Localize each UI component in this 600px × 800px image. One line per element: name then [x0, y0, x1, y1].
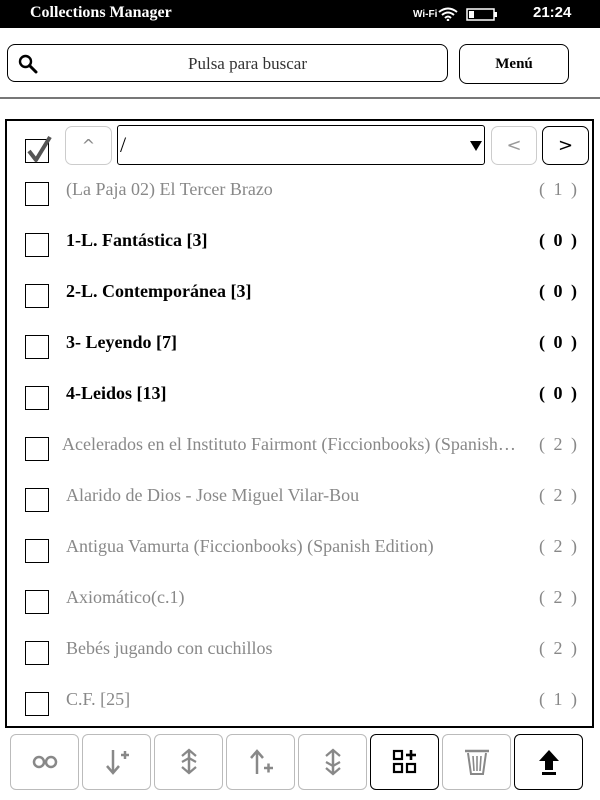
list-item[interactable]	[7, 675, 592, 726]
sort-down-button[interactable]	[154, 734, 223, 790]
search-icon	[18, 54, 38, 74]
item-checkbox[interactable]	[25, 182, 49, 206]
item-count: ( 2 )	[539, 638, 579, 658]
sort-up-add-icon	[248, 748, 274, 776]
delete-button[interactable]	[442, 734, 511, 790]
list-item[interactable]	[7, 369, 592, 420]
item-checkbox[interactable]	[25, 284, 49, 308]
item-count: ( 2 )	[539, 536, 579, 556]
upload-button[interactable]	[514, 734, 583, 790]
sort-up-add-button[interactable]	[226, 734, 295, 790]
list-item[interactable]	[7, 420, 592, 471]
list-item[interactable]	[7, 216, 592, 267]
item-name: 4-Leidos [13]	[66, 383, 167, 403]
path-dropdown[interactable]	[117, 125, 485, 165]
item-count: ( 0 )	[539, 230, 579, 250]
bottom-toolbar	[10, 734, 590, 790]
sort-down-add-button[interactable]	[82, 734, 151, 790]
item-name: Antigua Vamurta (Ficcionbooks) (Spanish Edition)	[66, 536, 434, 556]
trash-icon	[464, 748, 490, 776]
search-placeholder: Pulsa para buscar	[188, 54, 307, 73]
item-checkbox[interactable]	[25, 386, 49, 410]
list-item[interactable]	[7, 471, 592, 522]
item-count: ( 1 )	[539, 179, 579, 199]
item-checkbox[interactable]	[25, 590, 49, 614]
wifi-label: Wi-Fi	[413, 9, 438, 20]
previous-page-button[interactable]: <	[491, 126, 537, 165]
upload-icon	[538, 749, 560, 775]
item-checkbox[interactable]	[25, 692, 49, 716]
checkmark-icon	[26, 135, 52, 163]
new-collection-icon	[392, 749, 418, 775]
wifi-icon	[438, 7, 458, 21]
item-name: (La Paja 02) El Tercer Brazo	[66, 179, 273, 199]
item-name: Axiomático(c.1)	[66, 587, 185, 607]
link-button[interactable]	[10, 734, 79, 790]
item-count: ( 0 )	[539, 383, 579, 403]
list-item[interactable]	[7, 573, 592, 624]
app-title: Collections Manager	[30, 4, 172, 21]
item-name: 3- Leyendo [7]	[66, 332, 177, 352]
item-checkbox[interactable]	[25, 335, 49, 359]
item-count: ( 0 )	[539, 332, 579, 352]
item-count: ( 2 )	[539, 587, 579, 607]
menu-button[interactable]: Menú	[459, 44, 569, 84]
sort-down-icon	[178, 748, 200, 776]
divider	[0, 97, 600, 99]
sort-up-icon	[322, 748, 344, 776]
list-item[interactable]	[7, 267, 592, 318]
list-item[interactable]	[7, 318, 592, 369]
new-collection-button[interactable]	[370, 734, 439, 790]
battery-icon	[466, 8, 498, 21]
select-all-checkbox[interactable]	[25, 139, 49, 163]
item-checkbox[interactable]	[25, 488, 49, 512]
item-checkbox[interactable]	[25, 437, 49, 461]
sort-up-button[interactable]	[298, 734, 367, 790]
item-name: 2-L. Contemporánea [3]	[66, 281, 252, 301]
status-bar	[0, 0, 600, 28]
item-name: Alarido de Dios - Jose Miguel Vilar-Bou	[66, 485, 360, 505]
list-item[interactable]	[7, 165, 592, 216]
list-item[interactable]	[7, 624, 592, 675]
item-count: ( 2 )	[539, 485, 579, 505]
item-checkbox[interactable]	[25, 539, 49, 563]
search-input[interactable]	[7, 44, 448, 82]
next-page-button[interactable]: >	[542, 126, 589, 165]
item-name: Acelerados en el Instituto Fairmont (Ficcionbooks) (Spanish…	[62, 434, 516, 454]
list-item[interactable]	[7, 522, 592, 573]
path-value: /	[120, 132, 127, 157]
item-name: 1-L. Fantástica [3]	[66, 230, 208, 250]
item-checkbox[interactable]	[25, 233, 49, 257]
item-name: C.F. [25]	[66, 689, 131, 709]
item-count: ( 1 )	[539, 689, 579, 709]
item-name: Bebés jugando con cuchillos	[66, 638, 273, 658]
sort-down-add-icon	[104, 748, 130, 776]
chevron-down-icon	[470, 140, 482, 152]
collections-panel	[5, 119, 594, 728]
parent-folder-button[interactable]: ^	[65, 126, 112, 165]
item-checkbox[interactable]	[25, 641, 49, 665]
item-count: ( 2 )	[539, 434, 579, 454]
link-icon	[32, 755, 58, 769]
item-count: ( 0 )	[539, 281, 579, 301]
clock: 21:24	[533, 4, 572, 21]
